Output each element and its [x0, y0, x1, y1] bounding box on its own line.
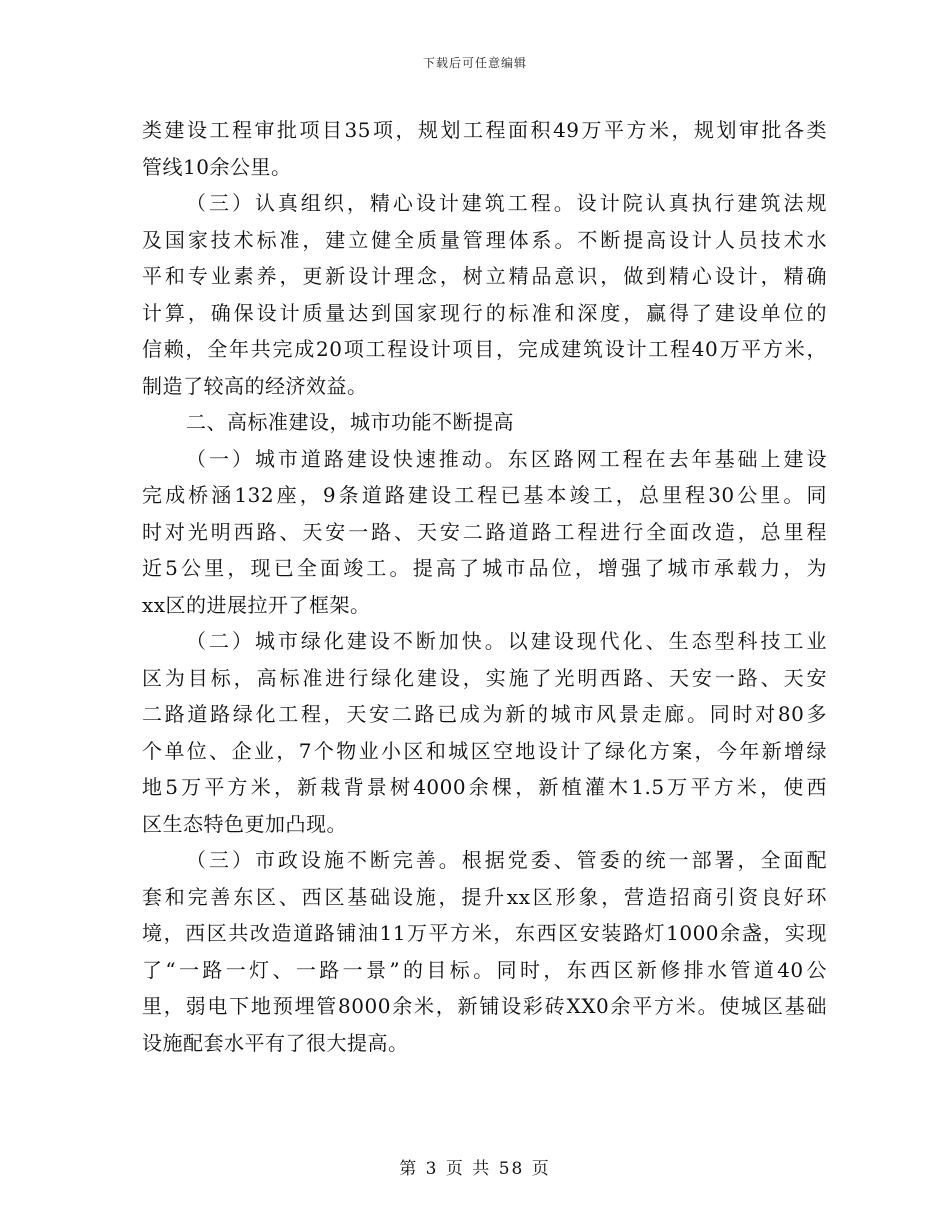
text-line: 了“一路一灯、一路一景”的目标。同时，东西区新修排水管道40公 [142, 957, 827, 982]
document-body [142, 112, 827, 1061]
page-number-footer: 第 3 页 共 58 页 [399, 1159, 551, 1179]
text-line: xx区的进展拉开了框架。 [142, 592, 371, 617]
text-line: 区生态特色更加凸现。 [142, 811, 347, 836]
text-line: 计算，确保设计质量达到国家现行的标准和深度，赢得了建设单位的 [142, 300, 827, 325]
text-line: （三）认真组织，精心设计建筑工程。设计院认真执行建筑法规 [186, 191, 827, 215]
text-line: （二）城市绿化建设不断加快。以建设现代化、生态型科技工业 [186, 629, 827, 653]
text-line: 时对光明西路、天安一路、天安二路道路工程进行全面改造，总里程 [142, 519, 827, 544]
text-line: 个单位、企业，7个物业小区和城区空地设计了绿化方案，今年新增绿 [142, 738, 827, 763]
text-line: （三）市政设施不断完善。根据党委、管委的统一部署，全面配 [186, 848, 827, 872]
text-line: 及国家技术标准，建立健全质量管理体系。不断提高设计人员技术水 [142, 227, 827, 252]
text-line: 套和完善东区、西区基础设施，提升xx区形象，营造招商引资良好环 [142, 884, 827, 909]
text-line: 地5万平方米，新栽背景树4000余棵，新植灌木1.5万平方米，使西 [142, 775, 827, 799]
text-line: 二路道路绿化工程，天安二路已成为新的城市风景走廊。同时对80多 [142, 702, 827, 726]
text-line: 境，西区共改造道路铺油11万平方米，东西区安装路灯1000余盏，实现 [142, 921, 827, 945]
text-line: 平和专业素养，更新设计理念，树立精品意识，做到精心设计，精确 [142, 264, 827, 288]
text-line: 管线10余公里。 [142, 154, 292, 179]
page-header: 下载后可任意编辑 [422, 56, 527, 70]
text-line: 近5公里，现已全面竣工。提高了城市品位，增强了城市承载力，为 [142, 556, 827, 580]
text-line: 区为目标，高标准进行绿化建设，实施了光明西路、天安一路、天安 [142, 665, 827, 690]
text-line: 完成桥涵132座，9条道路建设工程已基本竣工，总里程30公里。同 [142, 483, 827, 507]
text-line: 信赖，全年共完成20项工程设计项目，完成建筑设计工程40万平方米， [142, 337, 827, 361]
text-line: 制造了较高的经济效益。 [142, 373, 368, 398]
text-line: （一）城市道路建设快速推动。东区路网工程在去年基础上建设 [186, 446, 827, 471]
text-line: 二、高标准建设，城市功能不断提高 [186, 410, 514, 434]
text-line: 设施配套水平有了很大提高。 [142, 1030, 409, 1055]
text-line: 里，弱电下地预埋管8000余米，新铺设彩砖XX0余平方米。使城区基础 [142, 994, 827, 1018]
text-line: 类建设工程审批项目35项，规划工程面积49万平方米，规划审批各类 [142, 118, 827, 142]
